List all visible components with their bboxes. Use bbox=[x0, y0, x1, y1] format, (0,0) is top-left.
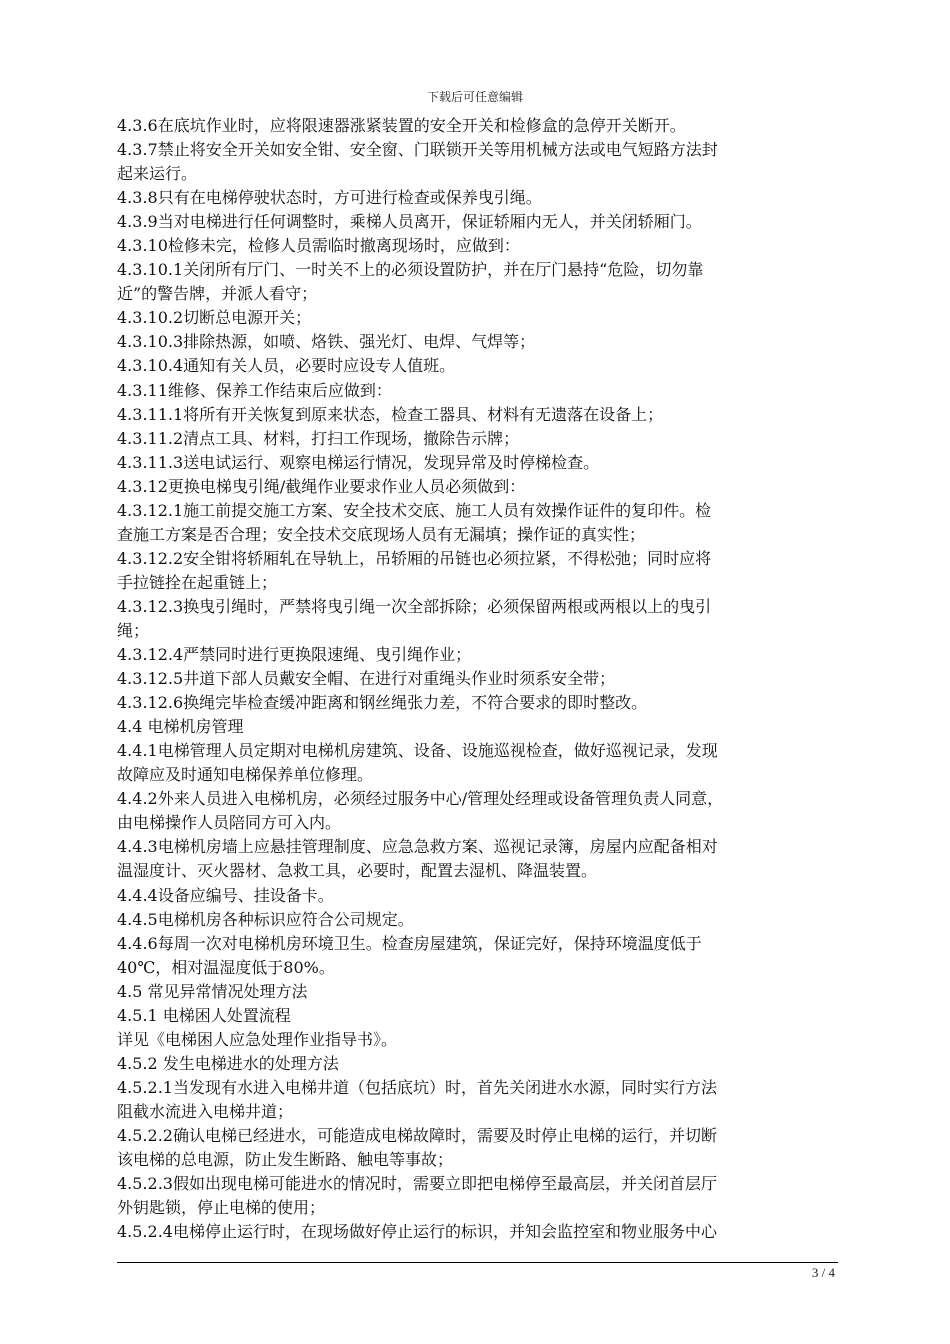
text-line: 4.5.1 电梯困人处置流程 bbox=[117, 1005, 291, 1025]
text-line: 4.3.12.5井道下部人员戴安全帽、在进行对重绳头作业时须系安全带； bbox=[117, 669, 616, 689]
text-line: 4.4.5电梯机房各种标识应符合公司规定。 bbox=[117, 909, 414, 929]
text-line: 4.4 电梯机房管理 bbox=[117, 717, 244, 737]
text-line: 4.5.2.2确认电梯已经进水，可能造成电梯故障时，需要及时停止电梯的运行，并切断 bbox=[117, 1125, 717, 1145]
text-line: 4.5 常见异常情况处理方法 bbox=[117, 981, 308, 1001]
text-line: 近”的警告牌，并派人看守； bbox=[117, 284, 318, 304]
text-line: 温湿度计、灭火器材、急救工具，必要时，配置去湿机、降温装置。 bbox=[117, 861, 598, 881]
text-line: 4.3.7禁止将安全开关如安全钳、安全窗、门联锁开关等用机械方法或电气短路方法封 bbox=[117, 140, 718, 160]
text-line: 4.3.6在底坑作业时，应将限速器涨紧装置的安全开关和检修盒的急停开关断开。 bbox=[117, 116, 686, 135]
text-line: 由电梯操作人员陪同方可入内。 bbox=[117, 813, 342, 833]
text-line: 4.5.2.1当发现有水进入电梯井道（包括底坑）时，首先关闭进水水源，同时实行方法 bbox=[117, 1077, 717, 1097]
text-line: 4.3.12.2安全钳将轿厢轧在导轨上，吊轿厢的吊链也必须拉紧，不得松弛；同时应将 bbox=[117, 548, 712, 568]
text-line: 4.3.11.3送电试运行、观察电梯运行情况，发现异常及时停梯检查。 bbox=[117, 452, 600, 472]
text-line: 手拉链拴在起重链上； bbox=[117, 572, 278, 592]
text-line: 4.4.2外来人员进入电梯机房，必须经过服务中心/管理处经理或设备管理负责人同意， bbox=[117, 789, 724, 809]
text-line: 故障应及时通知电梯保养单位修理。 bbox=[117, 765, 374, 785]
text-line: 起来运行。 bbox=[117, 164, 198, 184]
text-line: 4.4.3电梯机房墙上应悬挂管理制度、应急急救方案、巡视记录簿，房屋内应配备相对 bbox=[117, 837, 718, 857]
text-line: 4.3.9当对电梯进行任何调整时，乘梯人员离开，保证轿厢内无人，并关闭轿厢门。 bbox=[117, 212, 702, 232]
footer-divider bbox=[117, 1262, 838, 1263]
text-line: 查施工方案是否合理；安全技术交底现场人员有无漏填；操作证的真实性； bbox=[117, 524, 646, 544]
text-line: 40℃，相对温湿度低于80%。 bbox=[117, 957, 335, 977]
text-line: 4.3.12.6换绳完毕检查缓冲距离和钢丝绳张力差，不符合要求的即时整改。 bbox=[117, 693, 648, 713]
text-line: 该电梯的总电源，防止发生断路、触电等事故； bbox=[117, 1150, 454, 1170]
page-header: 下载后可任意编辑 bbox=[426, 90, 523, 104]
text-line: 4.3.12.1施工前提交施工方案、安全技术交底、施工人员有效操作证件的复印件。检 bbox=[117, 500, 712, 520]
text-line: 4.3.10.2切断总电源开关； bbox=[117, 308, 312, 328]
text-line: 外钥匙锁，停止电梯的使用； bbox=[117, 1198, 326, 1218]
text-line: 4.4.6每周一次对电梯机房环境卫生。检查房屋建筑，保证完好，保持环境温度低于 bbox=[117, 933, 702, 953]
text-line: 4.5.2.3假如出现电梯可能进水的情况时，需要立即把电梯停至最高层，并关闭首层厅 bbox=[117, 1174, 717, 1194]
text-line: 绳； bbox=[117, 620, 150, 640]
text-line: 4.3.10.4通知有关人员，必要时应设专人值班。 bbox=[117, 356, 456, 376]
text-line: 4.5.2 发生电梯进水的处理方法 bbox=[117, 1053, 339, 1073]
text-line: 4.5.2.4电梯停止运行时，在现场做好停止运行的标识，并知会监控室和物业服务中心 bbox=[117, 1222, 717, 1242]
text-line: 4.4.4设备应编号、挂设备卡。 bbox=[117, 885, 334, 905]
text-line: 4.4.1电梯管理人员定期对电梯机房建筑、设备、设施巡视检查，做好巡视记录，发现 bbox=[117, 741, 718, 761]
document-body bbox=[117, 114, 839, 1244]
text-line: 4.3.12更换电梯曳引绳/截绳作业要求作业人员必须做到： bbox=[117, 476, 526, 496]
text-line: 4.3.10检修未完，检修人员需临时撤离现场时，应做到： bbox=[117, 236, 520, 256]
text-line: 4.3.12.4严禁同时进行更换限速绳、曳引绳作业； bbox=[117, 645, 472, 665]
text-line: 4.3.10.1关闭所有厅门、一时关不上的必须设置防护，并在厅门悬持“危险，切勿靠 bbox=[117, 260, 704, 280]
text-line: 4.3.10.3排除热源，如喷、烙铁、强光灯、电焊、气焊等； bbox=[117, 332, 536, 352]
text-line: 4.3.12.3换曳引绳时，严禁将曳引绳一次全部拆除；必须保留两根或两根以上的曳引 bbox=[117, 596, 712, 616]
text-line: 4.3.8只有在电梯停驶状态时，方可进行检查或保养曳引绳。 bbox=[117, 188, 542, 208]
text-line: 4.3.11维修、保养工作结束后应做到： bbox=[117, 380, 392, 400]
text-line: 详见《电梯困人应急处理作业指导书》。 bbox=[117, 1029, 398, 1049]
text-line: 阻截水流进入电梯井道； bbox=[117, 1101, 294, 1121]
text-line: 4.3.11.1将所有开关恢复到原来状态，检查工器具、材料有无遗落在设备上； bbox=[117, 404, 664, 424]
page-number: 3 / 4 bbox=[811, 1265, 835, 1280]
text-line: 4.3.11.2清点工具、材料，打扫工作现场，撤除告示牌； bbox=[117, 428, 520, 448]
